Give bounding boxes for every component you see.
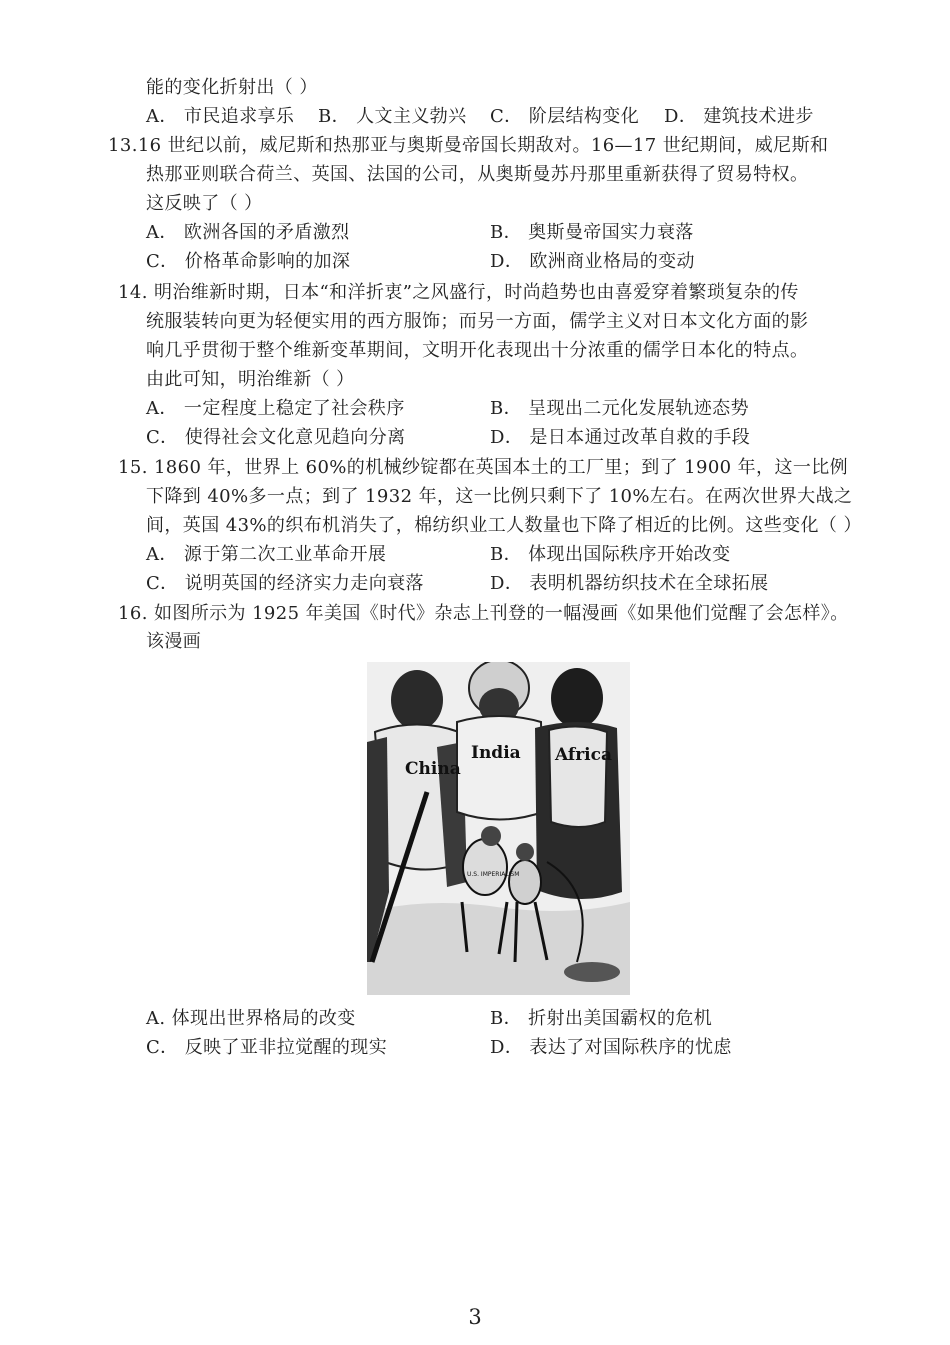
q13-stem-line-1: 13.16 世纪以前，威尼斯和热那亚与奥斯曼帝国长期敌对。16—17 世纪期间，威尼斯和 bbox=[108, 135, 829, 156]
q15-stem-line-3: 间，英国 43%的织布机消失了，棉纺织业工人数量也下降了相近的比例。这些变化（ ） bbox=[146, 515, 862, 536]
page-number: 3 bbox=[468, 1305, 482, 1329]
q13-option-c: C． 价格革命影响的加深 bbox=[146, 251, 351, 272]
q15-option-a: A． 源于第二次工业革命开展 bbox=[146, 544, 387, 565]
q13-stem-line-2: 热那亚则联合荷兰、英国、法国的公司，从奥斯曼苏丹那里重新获得了贸易特权。 bbox=[146, 164, 809, 185]
q14-stem-line-2: 统服装转向更为轻便实用的西方服饰；而另一方面，儒学主义对日本文化方面的影 bbox=[146, 311, 809, 332]
q14-stem-line-4: 由此可知，明治维新（ ） bbox=[146, 369, 355, 390]
q16-option-d: D． 表达了对国际秩序的忧虑 bbox=[490, 1037, 732, 1058]
cartoon-label-china: China bbox=[405, 759, 461, 779]
q13-option-b: B． 奥斯曼帝国实力衰落 bbox=[490, 222, 694, 243]
q14-stem-line-3: 响几乎贯彻于整个维新变革期间，文明开化表现出十分浓重的儒学日本化的特点。 bbox=[146, 340, 809, 361]
cartoon-label-imperialism: U.S. IMPERIALISM bbox=[467, 871, 520, 878]
q12-stem-tail: 能的变化折射出（ ） bbox=[146, 77, 318, 98]
q13-stem-line-3: 这反映了（ ） bbox=[146, 193, 263, 214]
q13-option-d: D． 欧洲商业格局的变动 bbox=[490, 251, 695, 272]
q15-stem-line-1: 15. 1860 年，世界上 60%的机械纱锭都在英国本土的工厂里；到了 1900 年，这一比例 bbox=[118, 457, 849, 478]
q13-option-a: A． 欧洲各国的矛盾激烈 bbox=[146, 222, 350, 243]
q12-option-d: D． 建筑技术进步 bbox=[664, 106, 814, 127]
q15-option-c: C． 说明英国的经济实力走向衰落 bbox=[146, 573, 424, 594]
cartoon-label-india: India bbox=[471, 743, 521, 763]
q14-stem-line-1: 14. 明治维新时期，日本“和洋折衷”之风盛行，时尚趋势也由喜爱穿着繁琐复杂的传 bbox=[118, 282, 799, 303]
q14-option-c: C． 使得社会文化意见趋向分离 bbox=[146, 427, 406, 448]
q12-option-c: C． 阶层结构变化 bbox=[490, 106, 640, 127]
q15-option-b: B． 体现出国际秩序开始改变 bbox=[490, 544, 731, 565]
q14-option-d: D． 是日本通过改革自救的手段 bbox=[490, 427, 751, 448]
cartoon-label-africa: Africa bbox=[555, 745, 612, 765]
q16-option-b: B． 折射出美国霸权的危机 bbox=[490, 1008, 713, 1029]
q12-option-a: A． 市民追求享乐 bbox=[146, 106, 295, 127]
q16-stem-line-1: 16. 如图所示为 1925 年美国《时代》杂志上刊登的一幅漫画《如果他们觉醒了会怎样》。 bbox=[118, 603, 849, 624]
q12-option-b: B． 人文主义勃兴 bbox=[318, 106, 467, 127]
q16-option-a: A. 体现出世界格局的改变 bbox=[146, 1008, 356, 1029]
political-cartoon bbox=[367, 662, 630, 995]
q16-option-c: C． 反映了亚非拉觉醒的现实 bbox=[146, 1037, 388, 1058]
q15-stem-line-2: 下降到 40%多一点；到了 1932 年，这一比例只剩下了 10%左右。在两次世界大战之 bbox=[146, 486, 853, 507]
q14-option-b: B． 呈现出二元化发展轨迹态势 bbox=[490, 398, 749, 419]
q16-stem-line-2: 该漫画 bbox=[146, 631, 202, 652]
q15-option-d: D． 表明机器纺织技术在全球拓展 bbox=[490, 573, 769, 594]
q14-option-a: A． 一定程度上稳定了社会秩序 bbox=[146, 398, 405, 419]
cartoon-illustration bbox=[367, 662, 630, 995]
